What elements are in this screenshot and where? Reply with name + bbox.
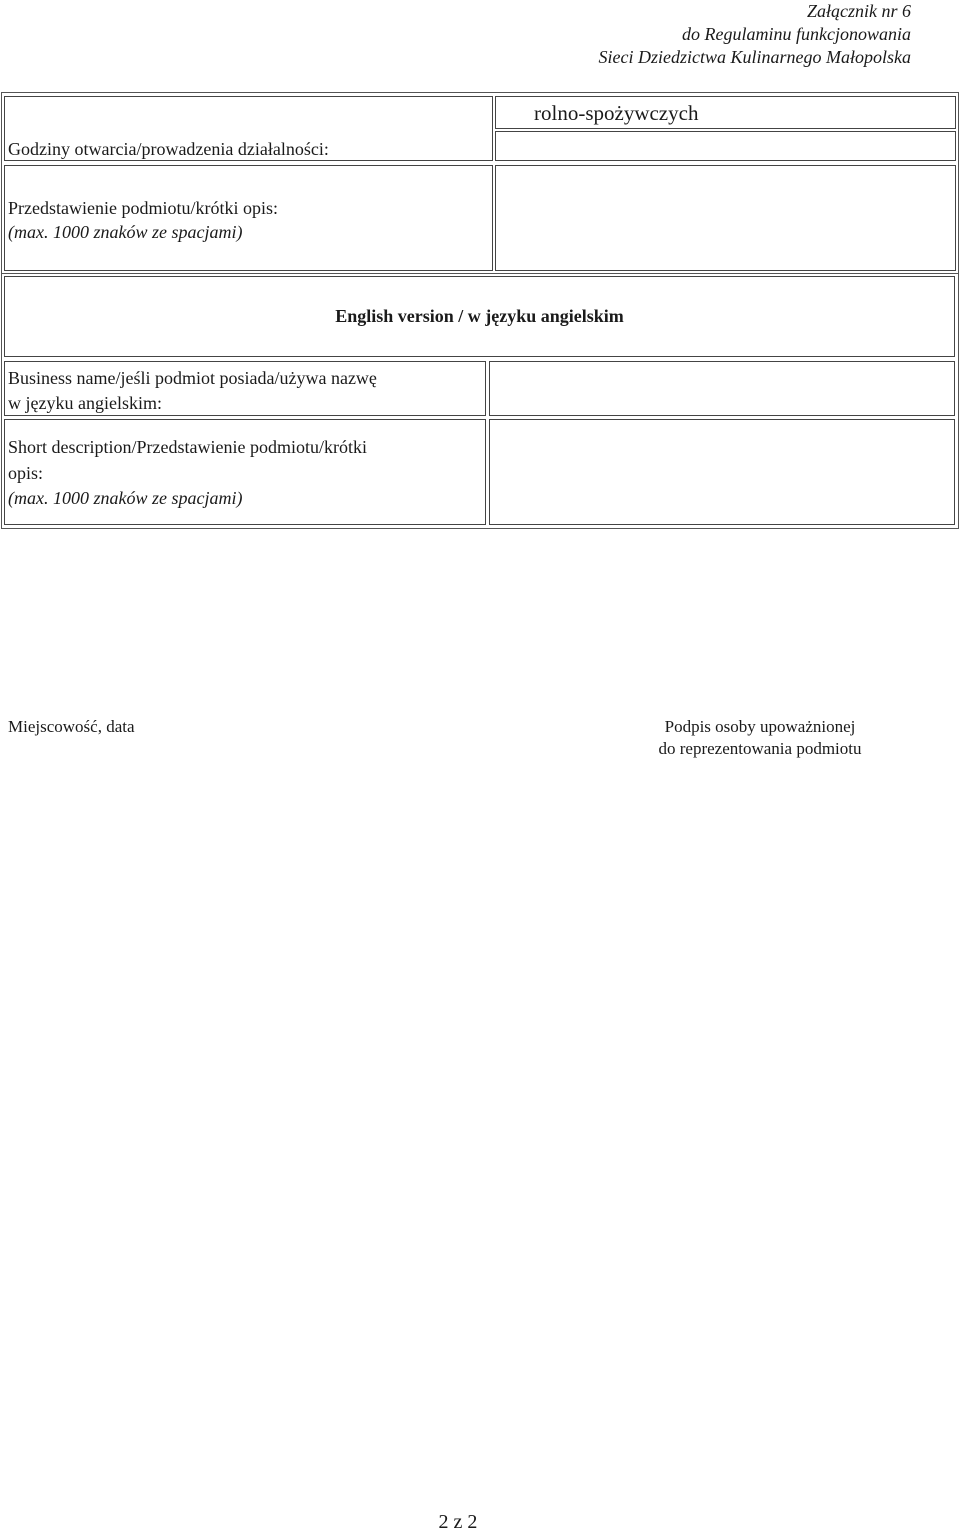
- signature-label-line2: do reprezentowania podmiotu: [658, 739, 862, 758]
- business-name-input-cell[interactable]: [489, 361, 955, 416]
- signature-label: [620, 716, 900, 760]
- description-char-limit: (max. 1000 znaków ze spacjami): [8, 222, 243, 242]
- category-value-text: rolno-spożywczych: [534, 101, 699, 125]
- short-description-char-limit: (max. 1000 znaków ze spacjami): [8, 488, 243, 508]
- signature-label-line1: Podpis osoby upoważnionej: [664, 717, 856, 736]
- description-input-cell[interactable]: [495, 165, 956, 271]
- short-description-input-cell[interactable]: [489, 419, 955, 525]
- short-description-label-line2: opis:: [8, 463, 44, 483]
- english-version-heading: English version / w języku angielskim: [335, 306, 624, 326]
- network-name: Sieci Dziedzictwa Kulinarnego Małopolska: [598, 47, 911, 67]
- business-name-label-line1: Business name/jeśli podmiot posiada/używa nazwę: [8, 368, 377, 388]
- regulation-reference: do Regulaminu funkcjonowania: [682, 24, 911, 44]
- description-label: Przedstawienie podmiotu/krótki opis:: [8, 198, 278, 218]
- business-name-label-line2: w języku angielskim:: [8, 393, 162, 413]
- attachment-header: [599, 0, 911, 69]
- short-description-label-cell: [4, 419, 486, 525]
- attachment-number: Załącznik nr 6: [806, 1, 911, 21]
- opening-hours-input-cell[interactable]: [495, 131, 956, 161]
- opening-hours-label: Godziny otwarcia/prowadzenia działalności:: [8, 139, 329, 159]
- description-label-cell: [4, 165, 493, 271]
- short-description-label-line1: Short description/Przedstawienie podmiotu/krótki: [8, 437, 367, 457]
- place-date-label: Miejscowość, data: [8, 717, 135, 736]
- page-number: 2 z 2: [438, 1511, 478, 1533]
